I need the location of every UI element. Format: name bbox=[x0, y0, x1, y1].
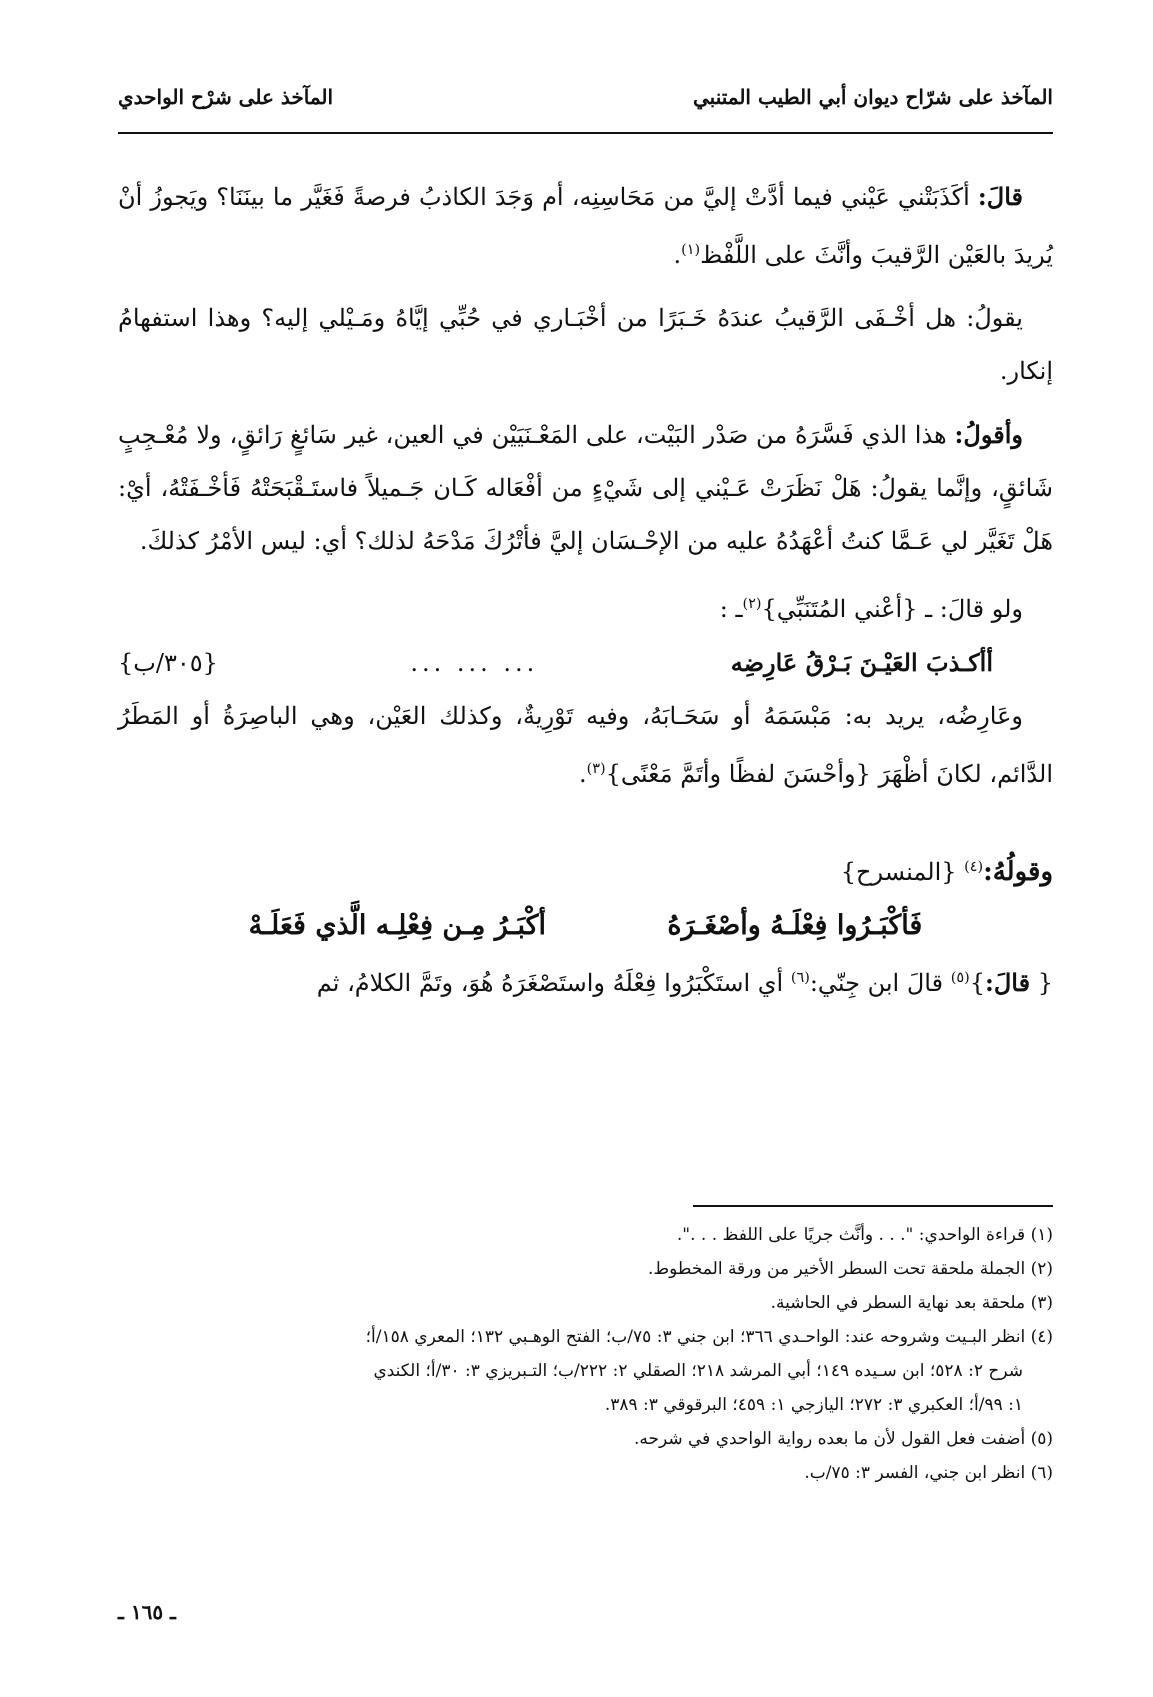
footnotes bbox=[118, 1218, 1053, 1490]
footnote-4-line-3: ١: ٩٩/أ؛ العكبري ٣: ٢٧٢؛ اليازجي ١: ٤٥٩؛ البرقوقي ٣: ٣٨٩. bbox=[604, 1395, 1023, 1415]
verse-line bbox=[118, 899, 1053, 952]
footnote-ref-6: (٦) bbox=[790, 970, 810, 986]
footnote-rule bbox=[693, 1205, 1053, 1207]
footnote-4-line-2: شرح ٢: ٥٢٨؛ ابن سـيده ١٤٩؛ أبي المرشد ٢١٨؛ الصقلي ٢: ٢٢٢/ب؛ التـبريزي ٣: ٣٠/أ؛ الكندي bbox=[373, 1361, 1023, 1381]
main-text bbox=[118, 170, 1053, 1010]
verse-heading-lead: وقولُهُ: bbox=[983, 857, 1053, 887]
paragraph-3-text: هذا الذي فَسَّرَهُ من صَدْر البَيْت، على المَعْـنَيَيْن في العين، غير سَائغٍ رَائقٍ، ولا مُعْـجِبٍ شَائقٍ، وإنَّما يقولُ: هَلْ نَظَرَتْ عَـيْني إلى شَيْءٍ من أفْعَاله كَـان جَـميلاً فاستَـقْبَحَتْهُ فَأخْـفَتْهُ، أيْ: هَلْ تَغَيَّر لي عَـمَّا كنتُ أعْهَدُهُ عليه من الإحْـسَان إليَّ فأتْرُكَ مَدْحَهُ لذلك؟ أي: ليس الأمْرُ كذلكَ. bbox=[118, 421, 1053, 555]
paragraph-6-open-brace: { bbox=[1037, 969, 1053, 997]
header-rule bbox=[118, 132, 1053, 134]
footnote-ref-2: (٢) bbox=[742, 596, 762, 612]
verse-meter: {المنسرح} bbox=[840, 858, 957, 886]
paragraph-1-end: . bbox=[673, 241, 682, 269]
footnote-5: (٥) أضفت فعل القول لأن ما بعده رواية الواحدي في شرحه. bbox=[633, 1429, 1053, 1449]
footnote-1: (١) قراءة الواحدي: ". . . وأنَّث جريًا على اللفظ . . .". bbox=[676, 1225, 1053, 1245]
running-header bbox=[118, 85, 1053, 125]
paragraph-2: يقولُ: هل أخْـفَى الرَّقيبُ عندَهُ خَـبَرًا من أخْبَـاري في حُبِّي إيَّاهُ ومَـيْلي إليه؟ وهذا استفهامُ إنكار. bbox=[118, 304, 1053, 385]
header-book-title: المآخذ على شرّاح ديوان أبي الطيب المتنبي bbox=[693, 85, 1053, 109]
footnote-2: (٢) الجملة ملحقة تحت السطر الأخير من ورقة المخطوط. bbox=[647, 1259, 1053, 1279]
paragraph-5 bbox=[118, 690, 1053, 801]
quoted-hemistich bbox=[118, 636, 1053, 690]
paragraph-4 bbox=[118, 578, 1053, 636]
verse-first-hemistich: فَأكْبَـرُوا فِعْلَـهُ وأصْغَـرَهُ bbox=[667, 910, 923, 941]
footnote-ref-3: (٣) bbox=[586, 761, 606, 777]
paragraph-6-text-1: قالَ ابن جِنّي: bbox=[809, 969, 944, 997]
paragraph-6 bbox=[118, 952, 1053, 1010]
footnote-3: (٣) ملحقة بعد نهاية السطر في الحاشية. bbox=[770, 1293, 1053, 1313]
paragraph-5-text: وعَارِضُه، يريد به: مَبْسَمَهُ أو سَحَـابَهُ، وفيه تَوْرِيةٌ، وكذلك العَيْن، وهي الباصِرَةُ أو المَطَرُ الدَّائم، لكانَ أظْهَرَ {وأحْسَنَ لفظًا وأتَمَّ مَعْنًى} bbox=[118, 702, 1053, 788]
paragraph-4-text: ولو قالَ: ـ {أعْني المُتَنَبِّي} bbox=[761, 595, 1023, 623]
paragraph-6-text-2: أي استَكْبَرُوا فِعْلَهُ واستَصْغَرَهُ هُوَ، وتَمَّ الكلامُ، ثم bbox=[316, 969, 784, 997]
footnote-ref-1: (١) bbox=[681, 242, 701, 258]
paragraph-3 bbox=[118, 408, 1053, 568]
paragraph-1-text: أكَذَبَتْني عَيْني فيما أدَّتْ إليَّ من مَحَاسِنِه، أم وَجَدَ الكاذبُ فرصةً فَغَيَّر ما بينَنَا؟ ويَجوزُ أنْ يُريدَ بالعَيْن الرَّقيبَ وأنَّثَ على اللَّفْظ bbox=[118, 183, 1053, 269]
footnote-6: (٦) انظر ابن جني، الفسر ٣: ٧٥/ب. bbox=[804, 1463, 1053, 1483]
footnote-ref-5: (٥) bbox=[950, 970, 970, 986]
paragraph-1-lead: قالَ: bbox=[977, 182, 1023, 211]
header-section-title: المآخذ على شرْح الواحدي bbox=[118, 85, 334, 109]
section-gap bbox=[118, 801, 1053, 841]
hemistich-text: أأكـذبَ العَيْـنَ بَـرْقُ عَارِضِه bbox=[730, 648, 993, 677]
paragraph-1 bbox=[118, 170, 1053, 282]
folio-marker: {٣٠٥/ب} bbox=[118, 649, 218, 677]
paragraph-6-close-brace: } bbox=[969, 969, 985, 997]
hemistich-ellipsis: ... ... ... bbox=[410, 649, 539, 677]
footnote-ref-4: (٤) bbox=[964, 859, 984, 875]
paragraph-5-end: . bbox=[579, 760, 587, 788]
paragraph-6-lead: قالَ: bbox=[984, 968, 1031, 997]
verse-second-hemistich: أكْبَـرُ مِـن فِعْلِـه الَّذي فَعَلَـهْ bbox=[248, 910, 547, 941]
verse-heading bbox=[118, 841, 1053, 899]
page-number: ـ ١٦٥ ـ bbox=[118, 1600, 176, 1624]
paragraph-4-end: ـ : bbox=[719, 595, 743, 623]
paragraph-3-lead: وأقولُ: bbox=[954, 420, 1023, 449]
footnote-4-line-1: (٤) انظر البـيت وشروحه عند: الواحـدي ٣٦٦؛ ابن جني ٣: ٧٥/ب؛ الفتح الوهـبي ١٣٢؛ المعري ١٥٨/أ؛ bbox=[365, 1327, 1053, 1347]
